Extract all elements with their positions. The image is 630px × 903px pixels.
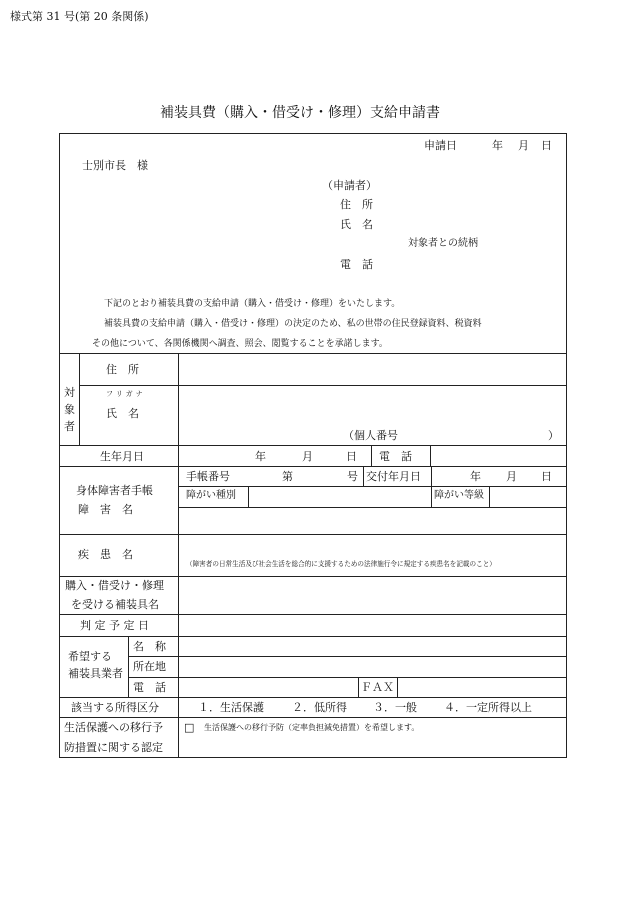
- divider: [178, 507, 567, 508]
- divider: [358, 677, 359, 697]
- applicant-phone-label: 電 話: [340, 258, 373, 271]
- divider: [363, 466, 364, 486]
- divider: [59, 697, 567, 698]
- birth-year-label: 年: [255, 450, 266, 463]
- divider: [128, 656, 567, 657]
- divider: [59, 636, 567, 637]
- application-month-label: 月: [518, 139, 529, 152]
- statement-line: 下記のとおり補装具費の支給申請（購入・借受け・修理）をいたします。: [104, 299, 401, 309]
- issue-month-label: 月: [506, 470, 517, 483]
- divider: [128, 677, 567, 678]
- application-date-label: 申請日: [424, 139, 457, 152]
- application-day-label: 日: [541, 139, 552, 152]
- transition-checkbox[interactable]: □: [184, 721, 195, 734]
- disability-grade-label: 障がい等級: [434, 490, 484, 501]
- vendor-label-line2: 補装具業者: [68, 667, 123, 680]
- divider: [371, 445, 372, 466]
- disability-name-label: 障 害 名: [78, 503, 133, 516]
- device-label-line2: を受ける補装具名: [71, 598, 159, 611]
- divider: [59, 576, 567, 577]
- vendor-location-label: 所在地: [133, 660, 166, 673]
- issue-day-label: 日: [541, 470, 552, 483]
- transition-label-line1: 生活保護への移行予: [64, 721, 163, 734]
- birth-day-label: 日: [346, 450, 357, 463]
- handbook-number-label: 手帳番号: [186, 470, 230, 483]
- divider: [178, 486, 567, 487]
- disease-label: 疾 患 名: [78, 548, 133, 561]
- divider: [431, 466, 432, 486]
- divider: [128, 636, 129, 697]
- divider: [430, 445, 431, 466]
- divider: [431, 486, 432, 507]
- subject-phone-label: 電 話: [379, 450, 412, 463]
- income-label: 該当する所得区分: [71, 701, 159, 714]
- divider: [79, 385, 567, 386]
- handbook-dai: 第: [282, 470, 293, 483]
- divider: [59, 614, 567, 615]
- divider: [79, 353, 80, 445]
- subject-name-label: 氏 名: [106, 407, 139, 420]
- subject-group-label: 対象者: [64, 386, 75, 433]
- statement-line: 補装具費の支給申請（購入・借受け・修理）の決定のため、私の世帯の住民登録資料、税資料: [104, 319, 482, 329]
- transition-text: 生活保護への移行予防（定率負担減免措置）を希望します。: [204, 723, 420, 732]
- judgment-date-label: 判 定 予 定 日: [80, 619, 149, 632]
- disease-note: （障害者の日常生活及び社会生活を総合的に支援するための法律施行令に規定する疾患名を記載のこと）: [186, 560, 496, 568]
- individual-number-close: ）: [548, 429, 559, 442]
- vendor-phone-label: 電 話: [133, 681, 166, 694]
- income-option[interactable]: ４．一定所得以上: [444, 701, 532, 714]
- divider: [397, 677, 398, 697]
- income-option[interactable]: １．生活保護: [198, 701, 264, 714]
- subject-furigana-label: フリガナ: [106, 390, 146, 398]
- applicant-name-label: 氏 名: [340, 218, 373, 231]
- issue-date-label: 交付年月日: [366, 470, 421, 483]
- individual-number-label: （個人番号: [343, 429, 398, 442]
- divider: [59, 717, 567, 718]
- handbook-go: 号: [347, 470, 358, 483]
- divider: [59, 534, 567, 535]
- device-label-line1: 購入・借受け・修理: [65, 579, 164, 592]
- form-number: 様式第 31 号(第 20 条関係): [10, 10, 149, 23]
- applicant-address-label: 住 所: [340, 198, 373, 211]
- addressee: 士別市長 様: [82, 159, 148, 172]
- applicant-relationship-label: 対象者との続柄: [408, 238, 478, 249]
- income-option[interactable]: ２．低所得: [292, 701, 347, 714]
- applicant-header: （申請者）: [322, 179, 377, 192]
- transition-label-line2: 防措置に関する認定: [64, 741, 163, 754]
- divider: [59, 466, 567, 467]
- vendor-label-line1: 希望する: [68, 650, 112, 663]
- vendor-fax-label: ＦＡＸ: [361, 681, 394, 694]
- issue-year-label: 年: [470, 470, 481, 483]
- income-option[interactable]: ３．一般: [373, 701, 417, 714]
- disability-type-label: 障がい種別: [186, 490, 236, 501]
- divider: [248, 486, 249, 507]
- divider: [59, 353, 567, 354]
- subject-address-label: 住 所: [106, 363, 139, 376]
- application-year-label: 年: [492, 139, 503, 152]
- birthdate-label: 生年月日: [100, 450, 144, 463]
- divider: [59, 445, 567, 446]
- divider: [178, 353, 179, 757]
- vendor-name-label: 名 称: [133, 640, 166, 653]
- form-title: 補装具費（購入・借受け・修理）支給申請書: [160, 105, 440, 121]
- statement-line: その他について、各関係機関へ調査、照会、閲覧することを承諾します。: [92, 339, 388, 349]
- birth-month-label: 月: [302, 450, 313, 463]
- divider: [489, 486, 490, 507]
- handbook-label: 身体障害者手帳: [76, 484, 153, 497]
